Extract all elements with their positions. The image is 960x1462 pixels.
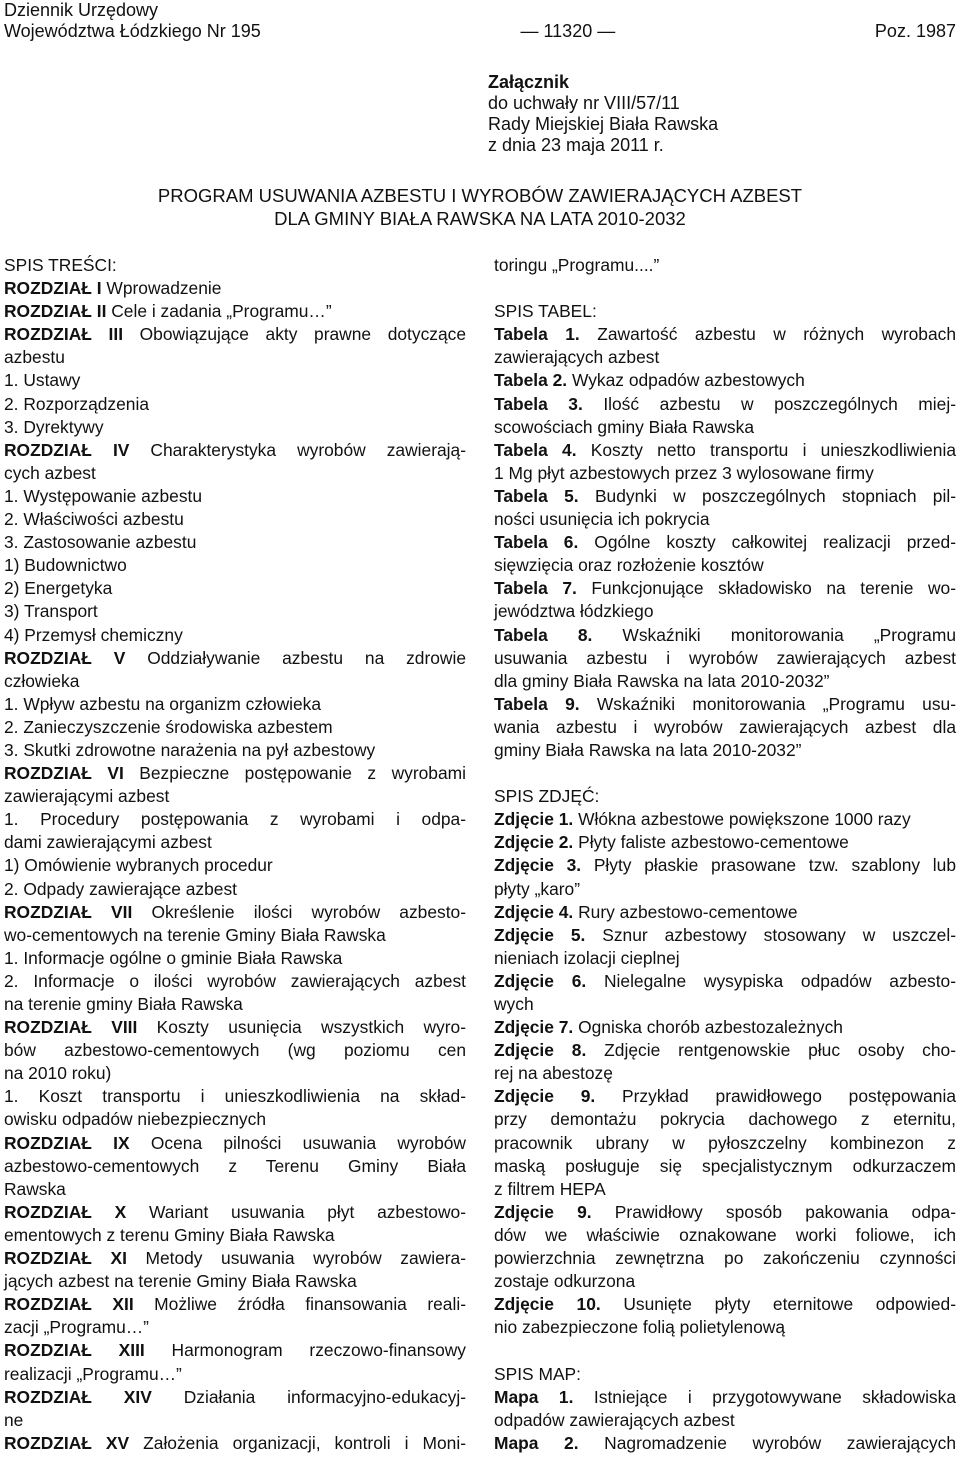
toc-entry-text: Funkcjonujące składowisko na terenie wo- [576,578,957,599]
toc-line [4,1132,466,1155]
toc-entry-label: Zdjęcie 2. [494,832,574,853]
toc-line [494,1108,956,1131]
toc-entry-text: ementowych z terenu Gminy Biała Rawska [4,1224,335,1245]
toc-entry-text: Ocena pilności usuwania wyrobów [129,1132,466,1153]
toc-entry-text: z filtrem HEPA [494,1178,606,1199]
toc-entry-text: 2. Zanieczyszczenie środowiska azbestem [4,716,333,737]
table-of-contents-left [4,254,466,1455]
toc-line [494,1363,956,1386]
toc-entry-text: Płyty faliste azbestowo-cementowe [573,832,849,853]
toc-line [4,624,466,647]
toc-entry-text: zawierających azbest [494,347,660,368]
toc-line [4,1247,466,1270]
toc-line [494,369,956,392]
toc-entry-text: 2. Informacje o ilości wyrobów zawierających azbest [4,970,466,991]
toc-entry-label: ROZDZIAŁ XIII [4,1340,145,1361]
spacer [494,762,956,785]
position-number: Poz. 1987 [874,21,956,41]
toc-line [494,508,956,531]
toc-line [494,1178,956,1201]
toc-line [4,647,466,670]
journal-name: Dziennik Urzędowy [4,0,159,20]
toc-line [494,716,956,739]
toc-entry-label: Tabela 8. [494,624,593,645]
toc-line [494,1132,956,1155]
toc-line [4,1224,466,1247]
toc-entry-text: Charakterystyka wyrobów zawierają- [129,439,466,460]
title-line: PROGRAM USUWANIA AZBESTU I WYROBÓW ZAWIERAJĄCYCH AZBEST [157,185,803,206]
toc-line [494,393,956,416]
toc-entry-text: nieniach izolacji cieplnej [494,947,680,968]
toc-line [4,1409,466,1432]
toc-line [4,1108,466,1131]
toc-line [4,670,466,693]
toc-entry-text: wo-cementowych na terenie Gminy Biała Rawska [4,924,386,945]
toc-entry-label: Tabela 7. [494,578,577,599]
toc-entry-text: Wariant usuwania płyt azbestowo- [126,1201,466,1222]
toc-line [4,1339,466,1362]
toc-entry-label: Zdjęcie 9. [494,1086,596,1107]
toc-entry-text: Istniejące i przygotowywane składowiska [573,1386,956,1407]
toc-line [4,831,466,854]
toc-line [494,1085,956,1108]
toc-entry-text: przy demontażu pokrycia dachowego z eternitu, [494,1109,956,1130]
toc-entry-text: 1 Mg płyt azbestowych przez 3 wylosowane firmy [494,462,874,483]
toc-entry-text: Włókna azbestowe powiększone 1000 razy [573,809,911,830]
toc-entry-label: Tabela 4. [494,439,577,460]
toc-line [4,1270,466,1293]
toc-entry-text: Sznur azbestowy stosowany w uszczel- [585,924,956,945]
toc-line [4,300,466,323]
toc-entry-text: Możliwe źródła finansowania reali- [133,1294,466,1315]
toc-entry-text: realizacji „Programu…” [4,1363,182,1384]
attachment-line: z dnia 23 maja 2011 r. [488,135,664,155]
toc-line [4,1062,466,1085]
toc-entry-text: Usunięte płyty eternitowe odpowied- [600,1294,957,1315]
spacer [494,1339,956,1362]
toc-entry-text: 3. Dyrektywy [4,416,104,437]
toc-entry-text: 1. Występowanie azbestu [4,485,203,506]
toc-line [494,485,956,508]
toc-entry-label: Zdjęcie 5. [494,924,586,945]
toc-line [4,600,466,623]
toc-entry-text: Zdjęcie rentgenowskie płuc osoby cho- [586,1040,957,1061]
toc-entry-text: owisku odpadów niebezpiecznych [4,1109,266,1130]
toc-entry-label: Tabela 1. [494,324,580,345]
toc-line [494,1016,956,1039]
toc-line [4,485,466,508]
toc-line [494,416,956,439]
toc-entry-label: ROZDZIAŁ XII [4,1294,134,1315]
toc-entry-text: Działania informacyjno-edukacyj- [151,1386,466,1407]
toc-line [4,878,466,901]
toc-entry-text: Płyty płaskie prasowane tzw. szablony lub [581,855,956,876]
toc-line [494,554,956,577]
attachment-line: do uchwały nr VIII/57/11 [488,93,680,113]
toc-line [4,739,466,762]
toc-line [4,762,466,785]
toc-entry-label: Mapa 2. [494,1432,579,1453]
toc-entry-text: na 2010 roku) [4,1063,112,1084]
toc-entry-label: Tabela 6. [494,532,579,553]
toc-entry-text: Cele i zadania „Programu…” [106,301,332,322]
toc-entry-label: ROZDZIAŁ IV [4,439,130,460]
toc-entry-text: wania azbestu i wyrobów zawierających azbest dla [494,716,956,737]
toc-line [4,693,466,716]
toc-entry-text: maską posługuje się specjalistycznym odkurzaczem [494,1155,956,1176]
toc-line [494,1432,956,1455]
toc-line [494,1039,956,1062]
toc-entry-text: 2) Energetyka [4,578,113,599]
toc-line [494,1224,956,1247]
toc-entry-text: Zawartość azbestu w różnych wyrobach [579,324,956,345]
toc-entry-text: SPIS MAP: [494,1363,581,1384]
toc-entry-text: Metody usuwania wyrobów zawiera- [126,1248,467,1269]
toc-line [4,508,466,531]
toc-entry-text: jących azbest na terenie Gminy Biała Rawska [4,1271,357,1292]
toc-line [4,808,466,831]
toc-entry-text: 1. Procedury postępowania z wyrobami i odpa- [4,809,466,830]
toc-line [494,439,956,462]
toc-entry-text: 3) Transport [4,601,98,622]
toc-line [494,647,956,670]
toc-line [4,323,466,346]
toc-entry-text: Ogniska chorób azbestozależnych [573,1017,843,1038]
page-number: — 11320 — [520,21,616,41]
toc-line [4,1432,466,1455]
toc-entry-text: 1. Koszt transportu i unieszkodliwienia na skład- [4,1086,466,1107]
toc-entry-label: Tabela 9. [494,693,580,714]
toc-entry-text: 2. Odpady zawierające azbest [4,878,237,899]
toc-entry-text: 3. Zastosowanie azbestu [4,532,197,553]
toc-line [4,924,466,947]
toc-entry-label: Zdjęcie 1. [494,809,574,830]
toc-entry-text: gminy Biała Rawska na lata 2010-2032” [494,739,802,760]
toc-entry-label: ROZDZIAŁ I [4,278,102,299]
toc-entry-text: dami zawierającymi azbest [4,832,212,853]
toc-entry-text: człowieka [4,670,80,691]
toc-entry-label: Zdjęcie 3. [494,855,582,876]
toc-entry-text: rej na abestozę [494,1063,613,1084]
toc-line [494,1155,956,1178]
toc-line [4,785,466,808]
attachment-label: Załącznik [488,72,570,92]
toc-entry-label: ROZDZIAŁ II [4,301,107,322]
toc-line [4,439,466,462]
toc-entry-label: ROZDZIAŁ XI [4,1248,127,1269]
toc-entry-label: Zdjęcie 6. [494,970,587,991]
toc-entry-text: 1. Informacje ogólne o gminie Biała Rawska [4,947,343,968]
toc-entry-label: ROZDZIAŁ IX [4,1132,130,1153]
toc-line [4,254,466,277]
toc-entry-label: ROZDZIAŁ V [4,647,126,668]
toc-entry-text: Założenia organizacji, kontroli i Moni- [129,1432,466,1453]
toc-line [4,1039,466,1062]
toc-entry-text: na terenie gminy Biała Rawska [4,994,243,1014]
toc-entry-text: Budynki w poszczególnych stopniach pil- [578,485,956,506]
toc-entry-text: scowościach gminy Biała Rawska [494,416,754,437]
toc-entry-text: powierzchnia zewnętrzna po zakończeniu czynności [494,1248,956,1269]
toc-line [494,693,956,716]
toc-line [494,1062,956,1085]
toc-entry-label: Zdjęcie 10. [494,1294,601,1315]
toc-line [494,1293,956,1316]
toc-line [494,254,956,277]
toc-entry-text: Wskaźniki monitorowania „Programu usu- [579,693,956,714]
toc-entry-text: Harmonogram rzeczowo-finansowy [144,1340,466,1361]
toc-line [4,993,466,1016]
toc-entry-text: Oddziaływanie azbestu na zdrowie [125,647,467,668]
toc-line [494,323,956,346]
toc-line [4,1178,466,1201]
toc-line [4,1386,466,1409]
toc-line [4,1085,466,1108]
toc-line [4,346,466,369]
spacer [494,277,956,300]
toc-line [494,831,956,854]
toc-entry-text: 1. Wpływ azbestu na organizm człowieka [4,693,322,714]
toc-line [494,947,956,970]
toc-entry-text: SPIS TREŚCI: [4,255,117,275]
toc-entry-label: ROZDZIAŁ VI [4,763,124,784]
toc-entry-text: nio zabezpieczone folią polietylenową [494,1317,786,1338]
toc-line [494,600,956,623]
toc-entry-text: Nagromadzenie wyrobów zawierających [578,1432,956,1453]
toc-line [494,577,956,600]
toc-entry-text: Rury azbestowo-cementowe [573,901,798,922]
header-row [4,21,956,42]
toc-line [494,462,956,485]
toc-entry-label: Zdjęcie 8. [494,1040,587,1061]
journal-issue: Województwa Łódzkiego Nr 195 [4,21,261,41]
toc-line [4,462,466,485]
toc-entry-text: 2. Właściwości azbestu [4,509,184,530]
toc-line [4,1016,466,1039]
toc-line [494,854,956,877]
toc-line [494,739,956,762]
toc-entry-text: toringu „Programu....” [494,255,660,275]
toc-entry-label: Mapa 1. [494,1386,574,1407]
toc-entry-text: Przykład prawidłowego postępowania [595,1086,956,1107]
toc-line [4,1316,466,1339]
toc-line [4,947,466,970]
toc-entry-text: dla gminy Biała Rawska na lata 2010-2032” [494,670,830,691]
toc-entry-text: usuwania azbestu i wyrobów zawierających azbest [494,647,956,668]
toc-entry-text: ności usunięcia ich pokrycia [494,509,710,530]
toc-line [4,901,466,924]
toc-line [4,416,466,439]
toc-line [494,808,956,831]
toc-line [4,716,466,739]
toc-line [494,670,956,693]
title-line: DLA GMINY BIAŁA RAWSKA NA LATA 2010-2032 [274,208,686,229]
toc-entry-label: Zdjęcie 7. [494,1017,574,1038]
toc-entry-text: cych azbest [4,462,96,483]
toc-line [494,878,956,901]
page-header [4,0,956,42]
toc-entry-text: płyty „karo” [494,878,581,899]
toc-entry-label: Tabela 2. [494,370,568,391]
toc-line [494,1316,956,1339]
toc-entry-text: odpadów zawierających azbest [494,1409,735,1430]
toc-line [494,1201,956,1224]
toc-line [494,1247,956,1270]
toc-entry-text: SPIS ZDJĘĆ: [494,786,600,807]
toc-entry-text: Ogólne koszty całkowitej realizacji przed- [578,532,956,553]
toc-entry-label: Tabela 3. [494,393,583,414]
toc-entry-label: Tabela 5. [494,485,579,506]
toc-entry-text: Obowiązujące akty prawne dotyczące [123,324,466,345]
toc-line [4,1155,466,1178]
toc-line [494,993,956,1016]
toc-entry-text: Nielegalne wysypiska odpadów azbesto- [586,970,956,991]
toc-entry-text: 1) Budownictwo [4,555,127,576]
toc-entry-text: Bezpieczne postępowanie z wyrobami [123,763,467,784]
toc-entry-label: ROZDZIAŁ III [4,324,124,345]
toc-entry-text: Rawska [4,1178,66,1199]
toc-entry-label: Zdjęcie 9. [494,1201,592,1222]
toc-entry-text: azbestowo-cementowych z Terenu Gminy Biała [4,1155,466,1176]
toc-line [494,970,956,993]
toc-line [4,1293,466,1316]
toc-entry-text: azbestu [4,347,65,368]
toc-line [4,393,466,416]
toc-entry-text: SPIS TABEL: [494,301,597,322]
attachment-line: Rady Miejskiej Biała Rawska [488,114,719,134]
toc-entry-text: 1. Ustawy [4,370,81,391]
toc-entry-text: Wykaz odpadów azbestowych [567,370,805,391]
toc-line [4,531,466,554]
toc-entry-label: ROZDZIAŁ VIII [4,1017,138,1038]
toc-line [494,1409,956,1432]
toc-line [4,854,466,877]
toc-line [4,369,466,392]
toc-line [494,300,956,323]
toc-entry-label: ROZDZIAŁ VII [4,901,133,922]
toc-entry-text: Koszty usunięcia wszystkich wyro- [137,1017,466,1038]
toc-entry-text: jewództwa łódzkiego [494,601,654,622]
toc-entry-text: sięwzięcia oraz rozłożenie kosztów [494,555,764,576]
toc-entry-label: ROZDZIAŁ XIV [4,1386,152,1407]
toc-entry-text: 2. Rozporządzenia [4,393,150,414]
toc-entry-label: ROZDZIAŁ XV [4,1432,130,1453]
toc-entry-text: Koszty netto transportu i unieszkodliwienia [576,439,956,460]
toc-entry-text: pracownik ubrany w pyłoszczelny kombinezon z [494,1132,956,1153]
toc-line [494,1270,956,1293]
toc-line [494,1386,956,1409]
toc-entry-text: Ilość azbestu w poszczególnych miej- [582,393,956,414]
toc-line [4,577,466,600]
attachment-block [488,72,718,156]
toc-line [494,346,956,369]
toc-line [4,277,466,300]
toc-entry-text: Określenie ilości wyrobów azbesto- [132,901,466,922]
toc-line [4,554,466,577]
toc-entry-text: ne [4,1409,24,1430]
toc-entry-text: Prawidłowy sposób pakowania odpa- [591,1201,957,1222]
table-of-contents-right [494,254,956,1455]
toc-entry-text: 4) Przemysł chemiczny [4,624,183,645]
toc-line [494,901,956,924]
toc-line [494,785,956,808]
toc-entry-text: bów azbestowo-cementowych (wg poziomu cen [4,1040,466,1061]
toc-line [4,1363,466,1386]
toc-entry-label: Zdjęcie 4. [494,901,574,922]
toc-line [494,624,956,647]
toc-line [4,1201,466,1224]
toc-entry-text: Wprowadzenie [101,278,222,299]
toc-entry-text: zacji „Programu…” [4,1317,149,1338]
toc-entry-text: 3. Skutki zdrowotne narażenia na pył azbestowy [4,739,376,760]
toc-entry-text: 1) Omówienie wybranych procedur [4,855,273,876]
toc-entry-label: ROZDZIAŁ X [4,1201,127,1222]
toc-line [494,531,956,554]
toc-entry-text: Wskaźniki monitorowania „Programu [592,624,956,645]
toc-line [494,924,956,947]
toc-line [4,970,466,993]
document-title [0,184,960,230]
toc-entry-text: zawierającymi azbest [4,786,170,807]
toc-entry-text: zostaje odkurzona [494,1271,636,1292]
toc-entry-text: wych [494,994,534,1014]
toc-entry-text: dów we właściwie oznakowane worki foliowe, ich [494,1224,956,1245]
